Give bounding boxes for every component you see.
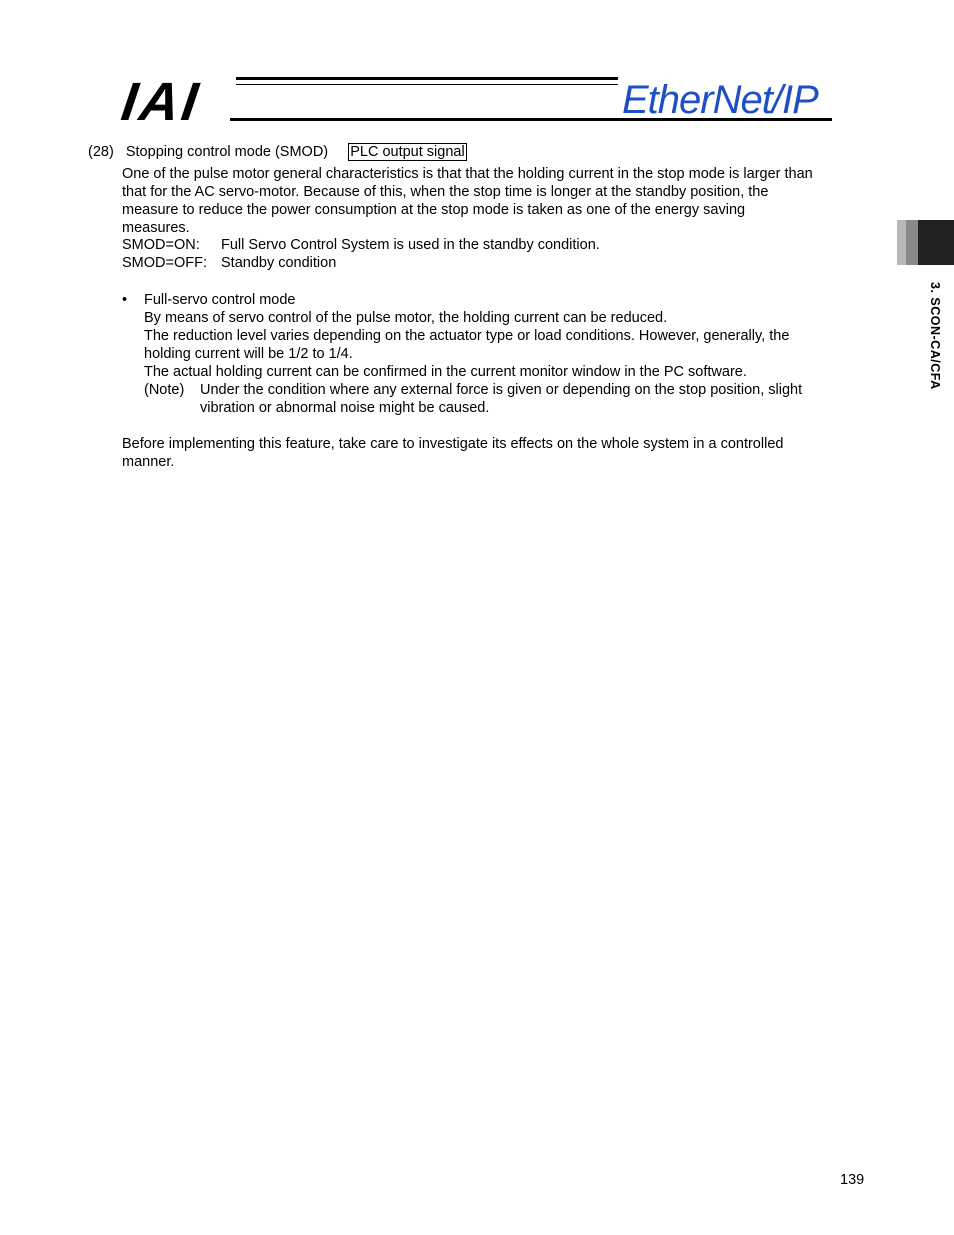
section-number: (28) bbox=[88, 144, 114, 160]
header-rule-top bbox=[236, 77, 618, 80]
side-tab-dark bbox=[918, 220, 954, 265]
bullet-line: By means of servo control of the pulse motor, the holding current can be reduced. bbox=[144, 310, 668, 326]
setting-value-off: Standby condition bbox=[221, 255, 337, 271]
bullet-line: The actual holding current can be confirmed in the current monitor window in the PC software. bbox=[144, 364, 747, 380]
setting-key-off: SMOD=OFF: bbox=[122, 255, 207, 271]
note-label: (Note) bbox=[144, 382, 185, 398]
side-tab-light bbox=[897, 220, 906, 265]
ethernet-ip-logo: EtherNet/IP bbox=[622, 78, 818, 122]
section-title: Stopping control mode (SMOD) bbox=[125, 144, 329, 160]
intro-line: that for the AC servo-motor. Because of this, when the stop time is longer at the standby position, the bbox=[122, 184, 769, 200]
intro-line: measures. bbox=[122, 220, 190, 236]
intro-line: measure to reduce the power consumption at the stop mode is taken as one of the energy saving bbox=[122, 202, 746, 218]
intro-line: One of the pulse motor general characteristics is that that the holding current in the stop mode is larger than bbox=[122, 166, 813, 182]
bullet-line: holding current will be 1/2 to 1/4. bbox=[144, 346, 353, 362]
chapter-label: 3. SCON-CA/CFA bbox=[928, 282, 942, 390]
page-number: 139 bbox=[840, 1172, 865, 1188]
bullet-title: Full-servo control mode bbox=[144, 292, 296, 308]
header-rule-mid bbox=[236, 84, 618, 85]
bullet-marker: • bbox=[122, 292, 128, 308]
plc-output-badge: PLC output signal bbox=[350, 144, 465, 160]
iai-logo: IAI bbox=[118, 72, 205, 132]
closing-line: Before implementing this feature, take care to investigate its effects on the whole system in a controlled bbox=[122, 436, 784, 452]
setting-key-on: SMOD=ON: bbox=[122, 237, 200, 253]
closing-line: manner. bbox=[122, 454, 175, 470]
note-line: vibration or abnormal noise might be caused. bbox=[200, 400, 490, 416]
section-heading bbox=[88, 143, 467, 161]
setting-value-on: Full Servo Control System is used in the standby condition. bbox=[221, 237, 600, 253]
side-tab-mid bbox=[906, 220, 918, 265]
note-line: Under the condition where any external force is given or depending on the stop position, slight bbox=[200, 382, 803, 398]
bullet-line: The reduction level varies depending on the actuator type or load conditions. However, generally, the bbox=[144, 328, 790, 344]
